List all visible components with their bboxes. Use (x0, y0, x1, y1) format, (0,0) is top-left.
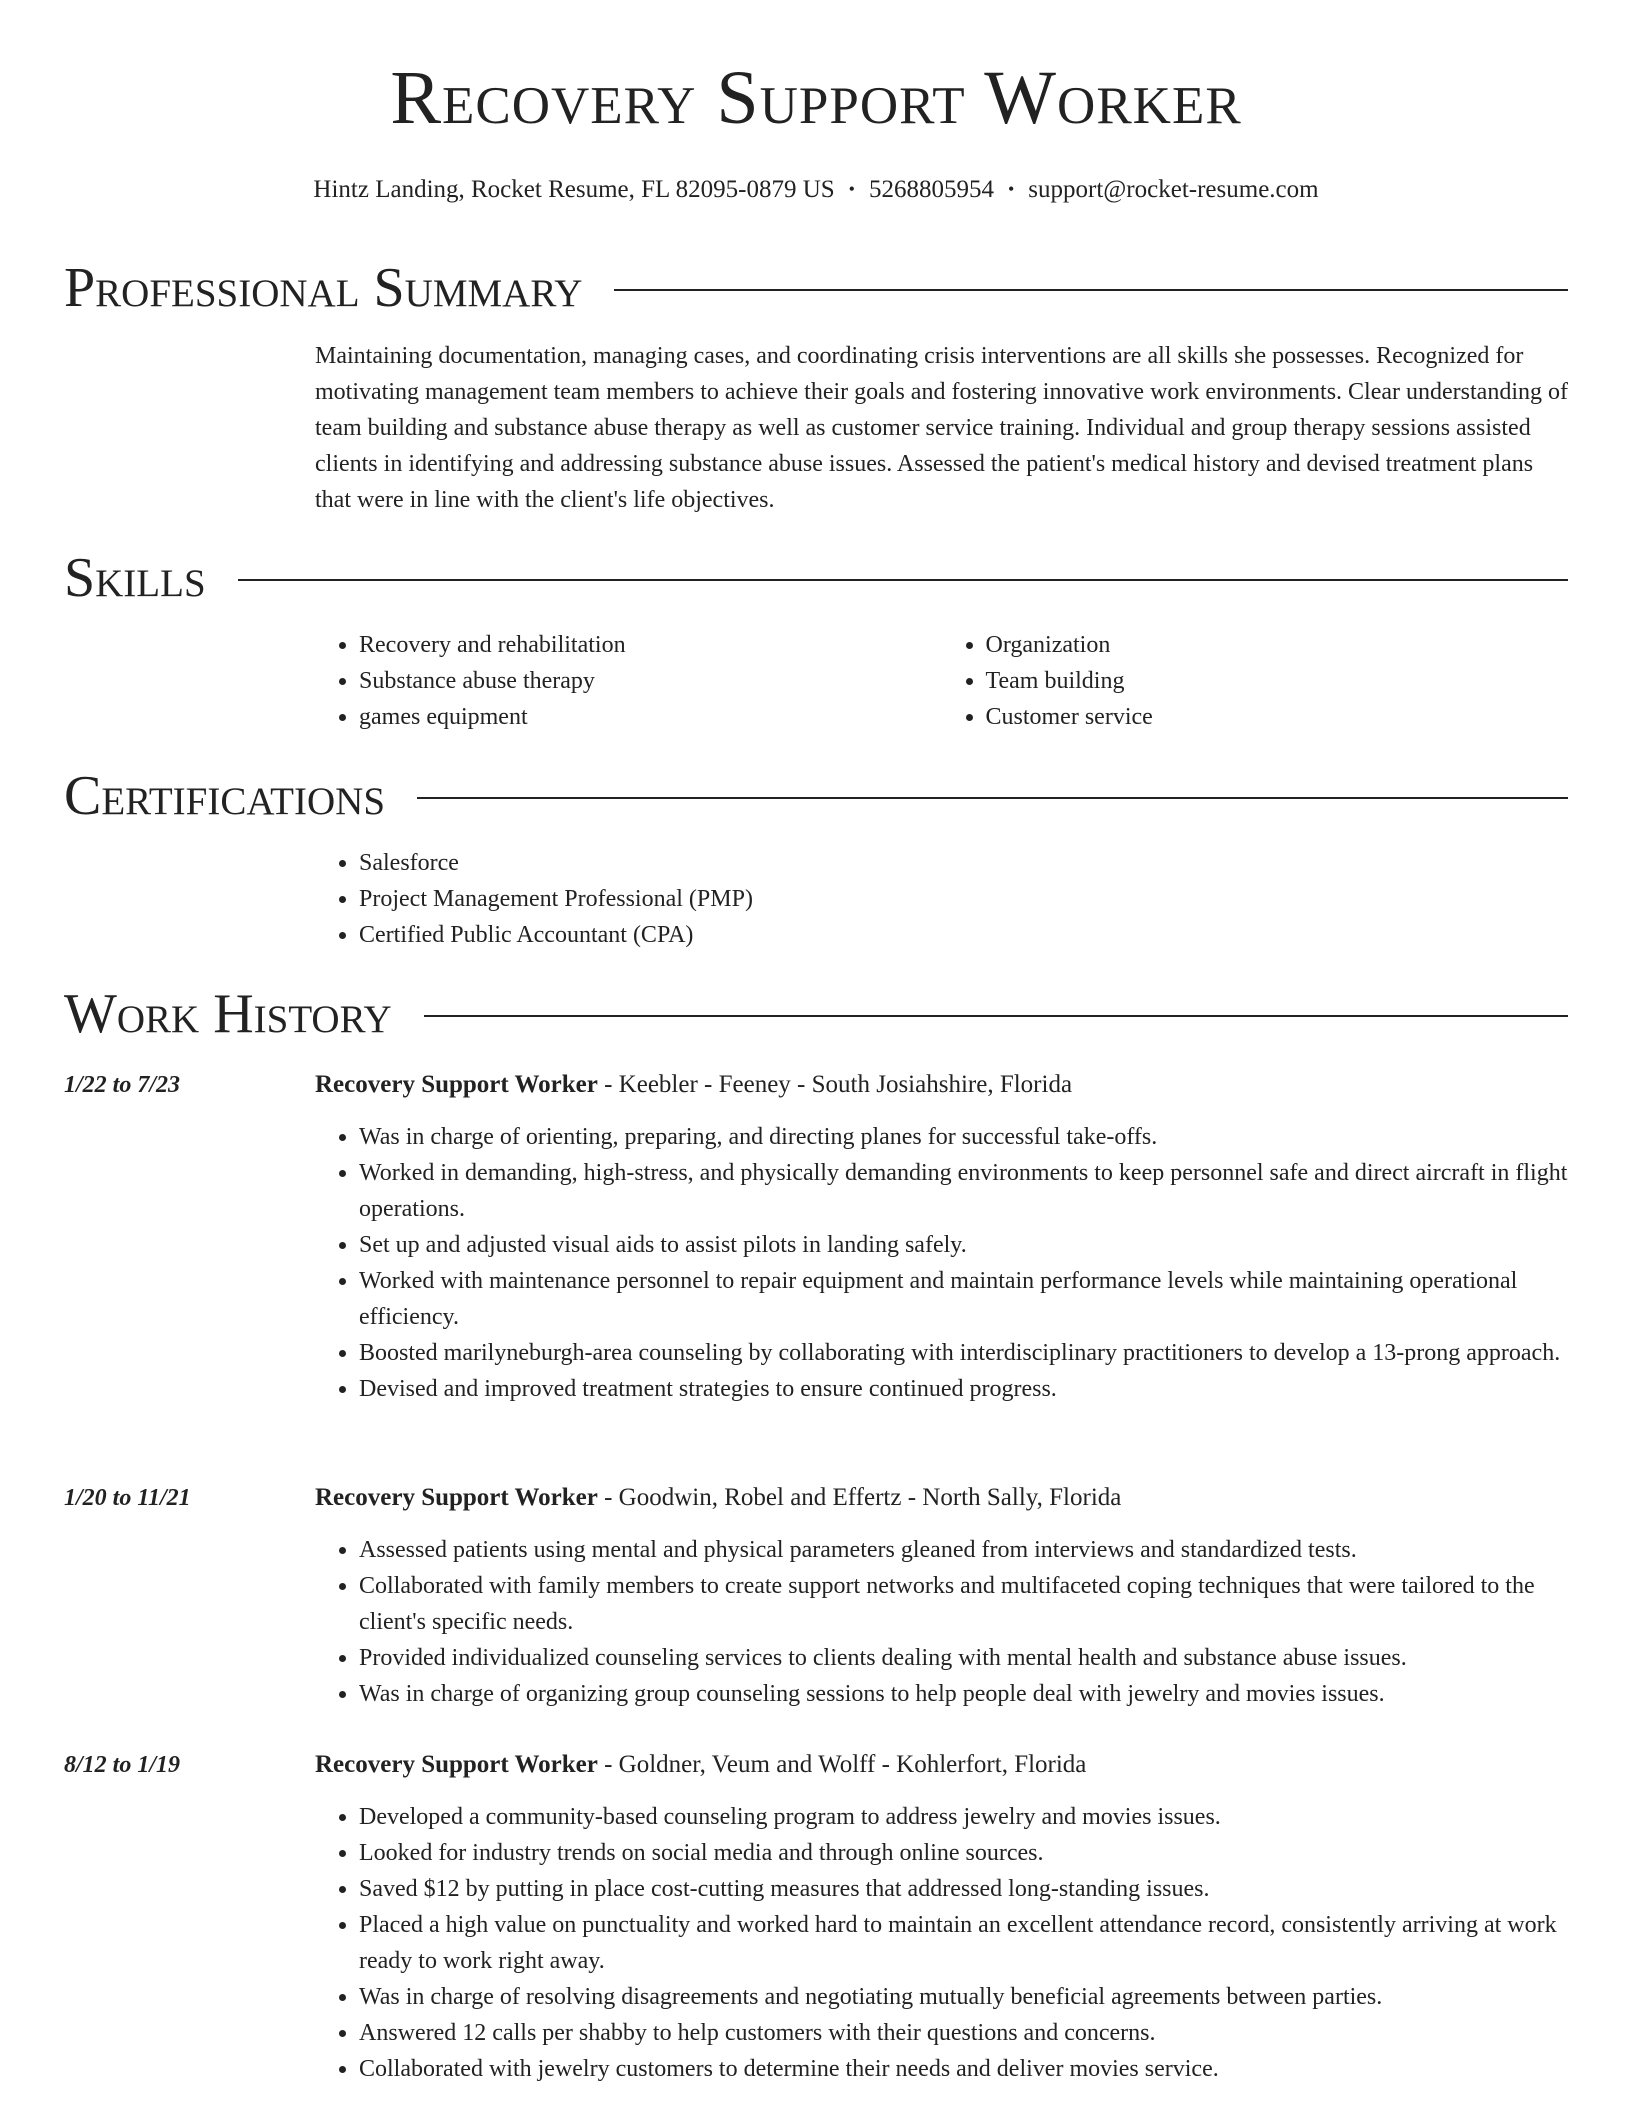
job-title: Recovery Support Worker (315, 1484, 598, 1511)
job-header (315, 1480, 1121, 1516)
section-title-skills: Skills (64, 547, 206, 609)
summary-text: Maintaining documentation, managing cases, and coordinating crisis interventions are all skills she possesses. Recognized for motivating management team members to achieve their goals and fostering innovative work environments. Clear understanding of team building and substance abuse therapy as well as customer service training. Individual and group therapy sessions assisted clients in identifying and addressing substance abuse issues. Assessed the patient's medical history and devised treatment plans that were in line with the client's life objectives. (315, 343, 1568, 513)
skills-block (315, 627, 1568, 735)
job-bullets (315, 1119, 1568, 1407)
skill-item: • Recovery and rehabilitation (359, 627, 942, 663)
summary-section-header (64, 256, 1568, 320)
section-title-summary: Professional Summary (64, 257, 583, 319)
job-bullet: • Was in charge of organizing group counseling sessions to help people deal with jewelry and movies issues. (359, 1676, 1568, 1712)
job-title: Recovery Support Worker (315, 1751, 598, 1778)
certification-item: • Salesforce (359, 845, 1568, 881)
job-dates: 1/20 to 11/21 (64, 1485, 191, 1511)
skills-list-right (942, 627, 1569, 735)
job-title: Recovery Support Worker (315, 1071, 598, 1098)
skill-item: • Customer service (986, 699, 1569, 735)
job-bullet: • Devised and improved treatment strategies to ensure continued progress. (359, 1371, 1568, 1407)
job-bullet: • Collaborated with family members to create support networks and multifaceted coping techniques that were tailored to the client's specific needs. (359, 1568, 1568, 1640)
candidate-name: Recovery Support Worker (390, 56, 1242, 140)
section-divider (614, 289, 1568, 291)
job-header (315, 1747, 1086, 1783)
job-bullet: • Assessed patients using mental and physical parameters gleaned from interviews and standardized tests. (359, 1532, 1568, 1568)
job-bullet: • Collaborated with jewelry customers to determine their needs and deliver movies service. (359, 2051, 1568, 2087)
certifications-list (315, 845, 1568, 953)
certifications-section-header (64, 764, 1568, 828)
skills-grid (315, 627, 1568, 735)
certifications-block (315, 845, 1568, 953)
job-dates: 1/22 to 7/23 (64, 1072, 181, 1098)
skills-section-header (64, 546, 1568, 610)
certification-item: • Project Management Professional (PMP) (359, 881, 1568, 917)
section-divider (238, 579, 1568, 581)
job-bullet: • Was in charge of orienting, preparing, and directing planes for successful take-offs. (359, 1119, 1568, 1155)
job-bullets (315, 1532, 1568, 1712)
skill-item: • games equipment (359, 699, 942, 735)
summary-block (315, 338, 1568, 518)
job-dates: 8/12 to 1/19 (64, 1752, 181, 1778)
job-bullet: • Worked with maintenance personnel to repair equipment and maintain performance levels while maintaining operational efficiency. (359, 1263, 1568, 1335)
job-bullet: • Provided individualized counseling services to clients dealing with mental health and substance abuse issues. (359, 1640, 1568, 1676)
skill-item: • Substance abuse therapy (359, 663, 942, 699)
job-employer-location: - Keebler - Feeney - South Josiahshire, Florida (597, 1071, 1073, 1098)
job-bullet: • Worked in demanding, high-stress, and physically demanding environments to keep personnel safe and direct aircraft in flight operations. (359, 1155, 1568, 1227)
job-bullet: • Was in charge of resolving disagreements and negotiating mutually beneficial agreements between parties. (359, 1979, 1568, 2015)
contact-separator: • (848, 179, 855, 199)
contact-phone: 5268805954 (868, 176, 994, 203)
job-employer-location: - Goodwin, Robel and Effertz - North Sally, Florida (597, 1484, 1122, 1511)
skill-item: • Team building (986, 663, 1569, 699)
job-bullet: • Developed a community-based counseling program to address jewelry and movies issues. (359, 1799, 1568, 1835)
job-bullets (315, 1799, 1568, 2087)
job-bullet: • Placed a high value on punctuality and worked hard to maintain an excellent attendance record, consistently arriving at work ready to work right away. (359, 1907, 1568, 1979)
job-bullet: • Set up and adjusted visual aids to assist pilots in landing safely. (359, 1227, 1568, 1263)
section-divider (417, 797, 1568, 799)
contact-address: Hintz Landing, Rocket Resume, FL 82095-0879 US (313, 176, 835, 203)
section-divider (424, 1015, 1568, 1017)
contact-separator: • (1007, 179, 1015, 199)
job-bullet: • Looked for industry trends on social media and through online sources. (359, 1835, 1568, 1871)
contact-email: support@rocket-resume.com (1028, 176, 1319, 203)
section-title-work-history: Work History (64, 983, 392, 1045)
work-history-section-header (64, 982, 1568, 1046)
job-header (315, 1067, 1072, 1103)
certification-item: • Certified Public Accountant (CPA) (359, 917, 1568, 953)
skills-list-left (315, 627, 942, 735)
job-bullet: • Answered 12 calls per shabby to help customers with their questions and concerns. (359, 2015, 1568, 2051)
job-bullet: • Boosted marilyneburgh-area counseling by collaborating with interdisciplinary practitioners to develop a 13-prong approach. (359, 1335, 1568, 1371)
skill-item: • Organization (986, 627, 1569, 663)
contact-line (0, 176, 1632, 204)
section-title-certifications: Certifications (64, 765, 386, 827)
job-bullet: • Saved $12 by putting in place cost-cutting measures that addressed long-standing issues. (359, 1871, 1568, 1907)
job-employer-location: - Goldner, Veum and Wolff - Kohlerfort, Florida (597, 1751, 1087, 1778)
